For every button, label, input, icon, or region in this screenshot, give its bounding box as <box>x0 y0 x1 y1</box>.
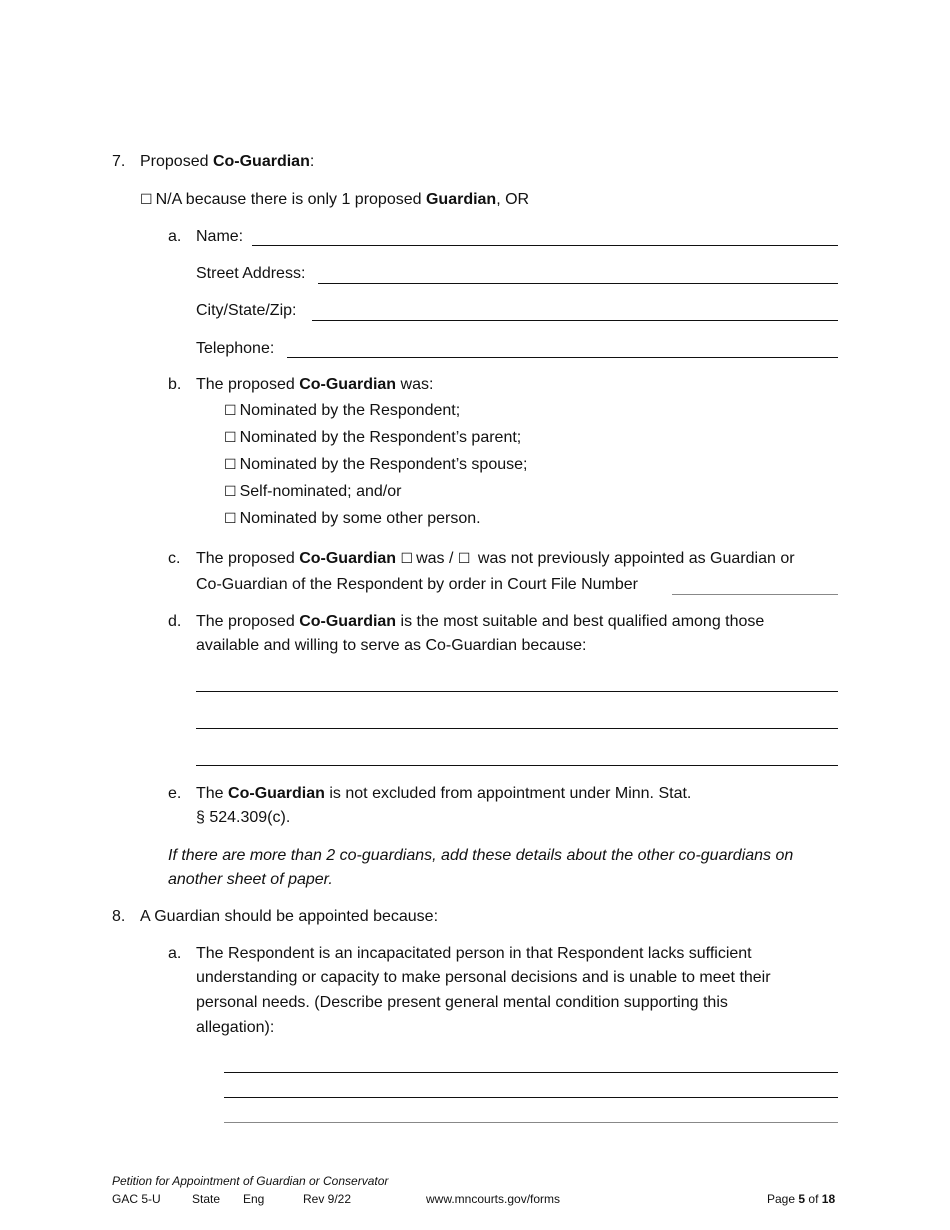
item7-heading <box>140 152 314 172</box>
item7e-letter: e. <box>168 785 182 802</box>
footer-url[interactable]: www.mncourts.gov/forms <box>426 1192 561 1206</box>
was-not-checkbox[interactable]: ☐ <box>457 551 471 567</box>
nomination-option <box>224 482 401 502</box>
item7e-prefix: The <box>196 785 224 802</box>
na-text: N/A because there is only 1 proposed <box>155 191 422 208</box>
reason-line[interactable] <box>196 765 838 766</box>
item8a-letter: a. <box>168 945 182 962</box>
item7b-letter: b. <box>168 376 182 393</box>
item8a-line: allegation): <box>196 1019 275 1036</box>
street-field[interactable] <box>318 283 838 284</box>
item7a-letter: a. <box>168 228 182 245</box>
item7b-prefix: The proposed <box>196 376 295 393</box>
item7c-line1 <box>196 549 795 569</box>
item7e-line1 <box>196 784 691 804</box>
item8a-line: understanding or capacity to make personal decisions and is unable to meet their <box>196 969 771 986</box>
item7d-line1 <box>196 612 764 632</box>
item7c-prefix: The proposed <box>196 550 295 567</box>
item7d-letter: d. <box>168 613 182 630</box>
item7e-rest: is not excluded from appointment under Minn. Stat. <box>329 785 692 802</box>
na-post: , OR <box>496 191 530 208</box>
phone-label: Telephone: <box>196 340 275 357</box>
footer-lang: Eng <box>243 1192 265 1206</box>
reason-line[interactable] <box>196 728 838 729</box>
item7d-bold: Co-Guardian <box>299 613 397 630</box>
nomination-label: Nominated by the Respondent; <box>239 402 461 419</box>
nomination-option <box>224 428 521 448</box>
item7c-letter: c. <box>168 550 181 567</box>
nomination-option <box>224 455 527 475</box>
page-num: 5 <box>798 1192 806 1206</box>
court-file-number-field[interactable] <box>672 594 838 595</box>
item7-na-row <box>140 190 529 210</box>
na-bold: Guardian <box>425 191 497 208</box>
item7c-line2: Co-Guardian of the Respondent by order in Court File Number <box>196 576 638 593</box>
street-label: Street Address: <box>196 265 306 282</box>
item7d-line2: available and willing to serve as Co-Guardian because: <box>196 637 587 654</box>
item7e-bold: Co-Guardian <box>228 785 325 802</box>
condition-line[interactable] <box>224 1122 838 1123</box>
page-total: 18 <box>821 1192 836 1206</box>
footer-page-number <box>767 1191 835 1207</box>
reason-line[interactable] <box>196 691 838 692</box>
name-label: Name: <box>196 228 244 245</box>
footer-form-code: GAC 5-U <box>112 1192 161 1206</box>
nomination-checkbox[interactable]: ☐ <box>224 457 237 473</box>
item7b-text <box>196 375 433 395</box>
na-checkbox[interactable]: ☐ <box>140 192 153 208</box>
item8-heading: A Guardian should be appointed because: <box>140 908 439 925</box>
item7-number: 7. <box>112 153 126 170</box>
nomination-option <box>224 401 460 421</box>
nomination-label: Self-nominated; and/or <box>239 483 402 500</box>
co-guardian-note-line2: another sheet of paper. <box>168 871 333 888</box>
item7c-bold: Co-Guardian <box>299 550 397 567</box>
of-word: of <box>808 1192 819 1206</box>
item7d-prefix: The proposed <box>196 613 295 630</box>
item8a-line: personal needs. (Describe present general mental condition supporting this <box>196 994 728 1011</box>
item7-suffix: : <box>309 153 315 170</box>
item8a-line: The Respondent is an incapacitated person in that Respondent lacks sufficient <box>196 945 752 962</box>
phone-field[interactable] <box>287 357 838 358</box>
was-label: was / <box>416 550 454 567</box>
city-field[interactable] <box>312 320 838 321</box>
name-field[interactable] <box>252 245 838 246</box>
city-label: City/State/Zip: <box>196 302 297 319</box>
footer-state: State <box>192 1192 221 1206</box>
nomination-label: Nominated by some other person. <box>239 510 481 527</box>
item7c-rest: was not previously appointed as Guardian or <box>477 550 795 567</box>
nomination-option <box>224 509 481 529</box>
nomination-label: Nominated by the Respondent’s spouse; <box>239 456 528 473</box>
item7-prefix: Proposed <box>140 153 209 170</box>
footer-title: Petition for Appointment of Guardian or Conservator <box>112 1174 389 1188</box>
item7-bold: Co-Guardian <box>212 153 310 170</box>
nomination-checkbox[interactable]: ☐ <box>224 484 237 500</box>
item7b-suffix: was: <box>400 376 434 393</box>
was-checkbox[interactable]: ☐ <box>400 551 414 567</box>
nomination-label: Nominated by the Respondent’s parent; <box>239 429 522 446</box>
nomination-checkbox[interactable]: ☐ <box>224 403 237 419</box>
item7b-bold: Co-Guardian <box>299 376 397 393</box>
nomination-checkbox[interactable]: ☐ <box>224 511 237 527</box>
item7d-rest: is the most suitable and best qualified among those <box>400 613 765 630</box>
condition-line[interactable] <box>224 1072 838 1073</box>
footer-rev: Rev 9/22 <box>303 1192 352 1206</box>
item8-number: 8. <box>112 908 126 925</box>
item7e-line2: § 524.309(c). <box>196 809 291 826</box>
condition-line[interactable] <box>224 1097 838 1098</box>
co-guardian-note-line1: If there are more than 2 co-guardians, add these details about the other co-guardians on <box>168 847 794 864</box>
page-word: Page <box>767 1192 796 1206</box>
nomination-checkbox[interactable]: ☐ <box>224 430 237 446</box>
